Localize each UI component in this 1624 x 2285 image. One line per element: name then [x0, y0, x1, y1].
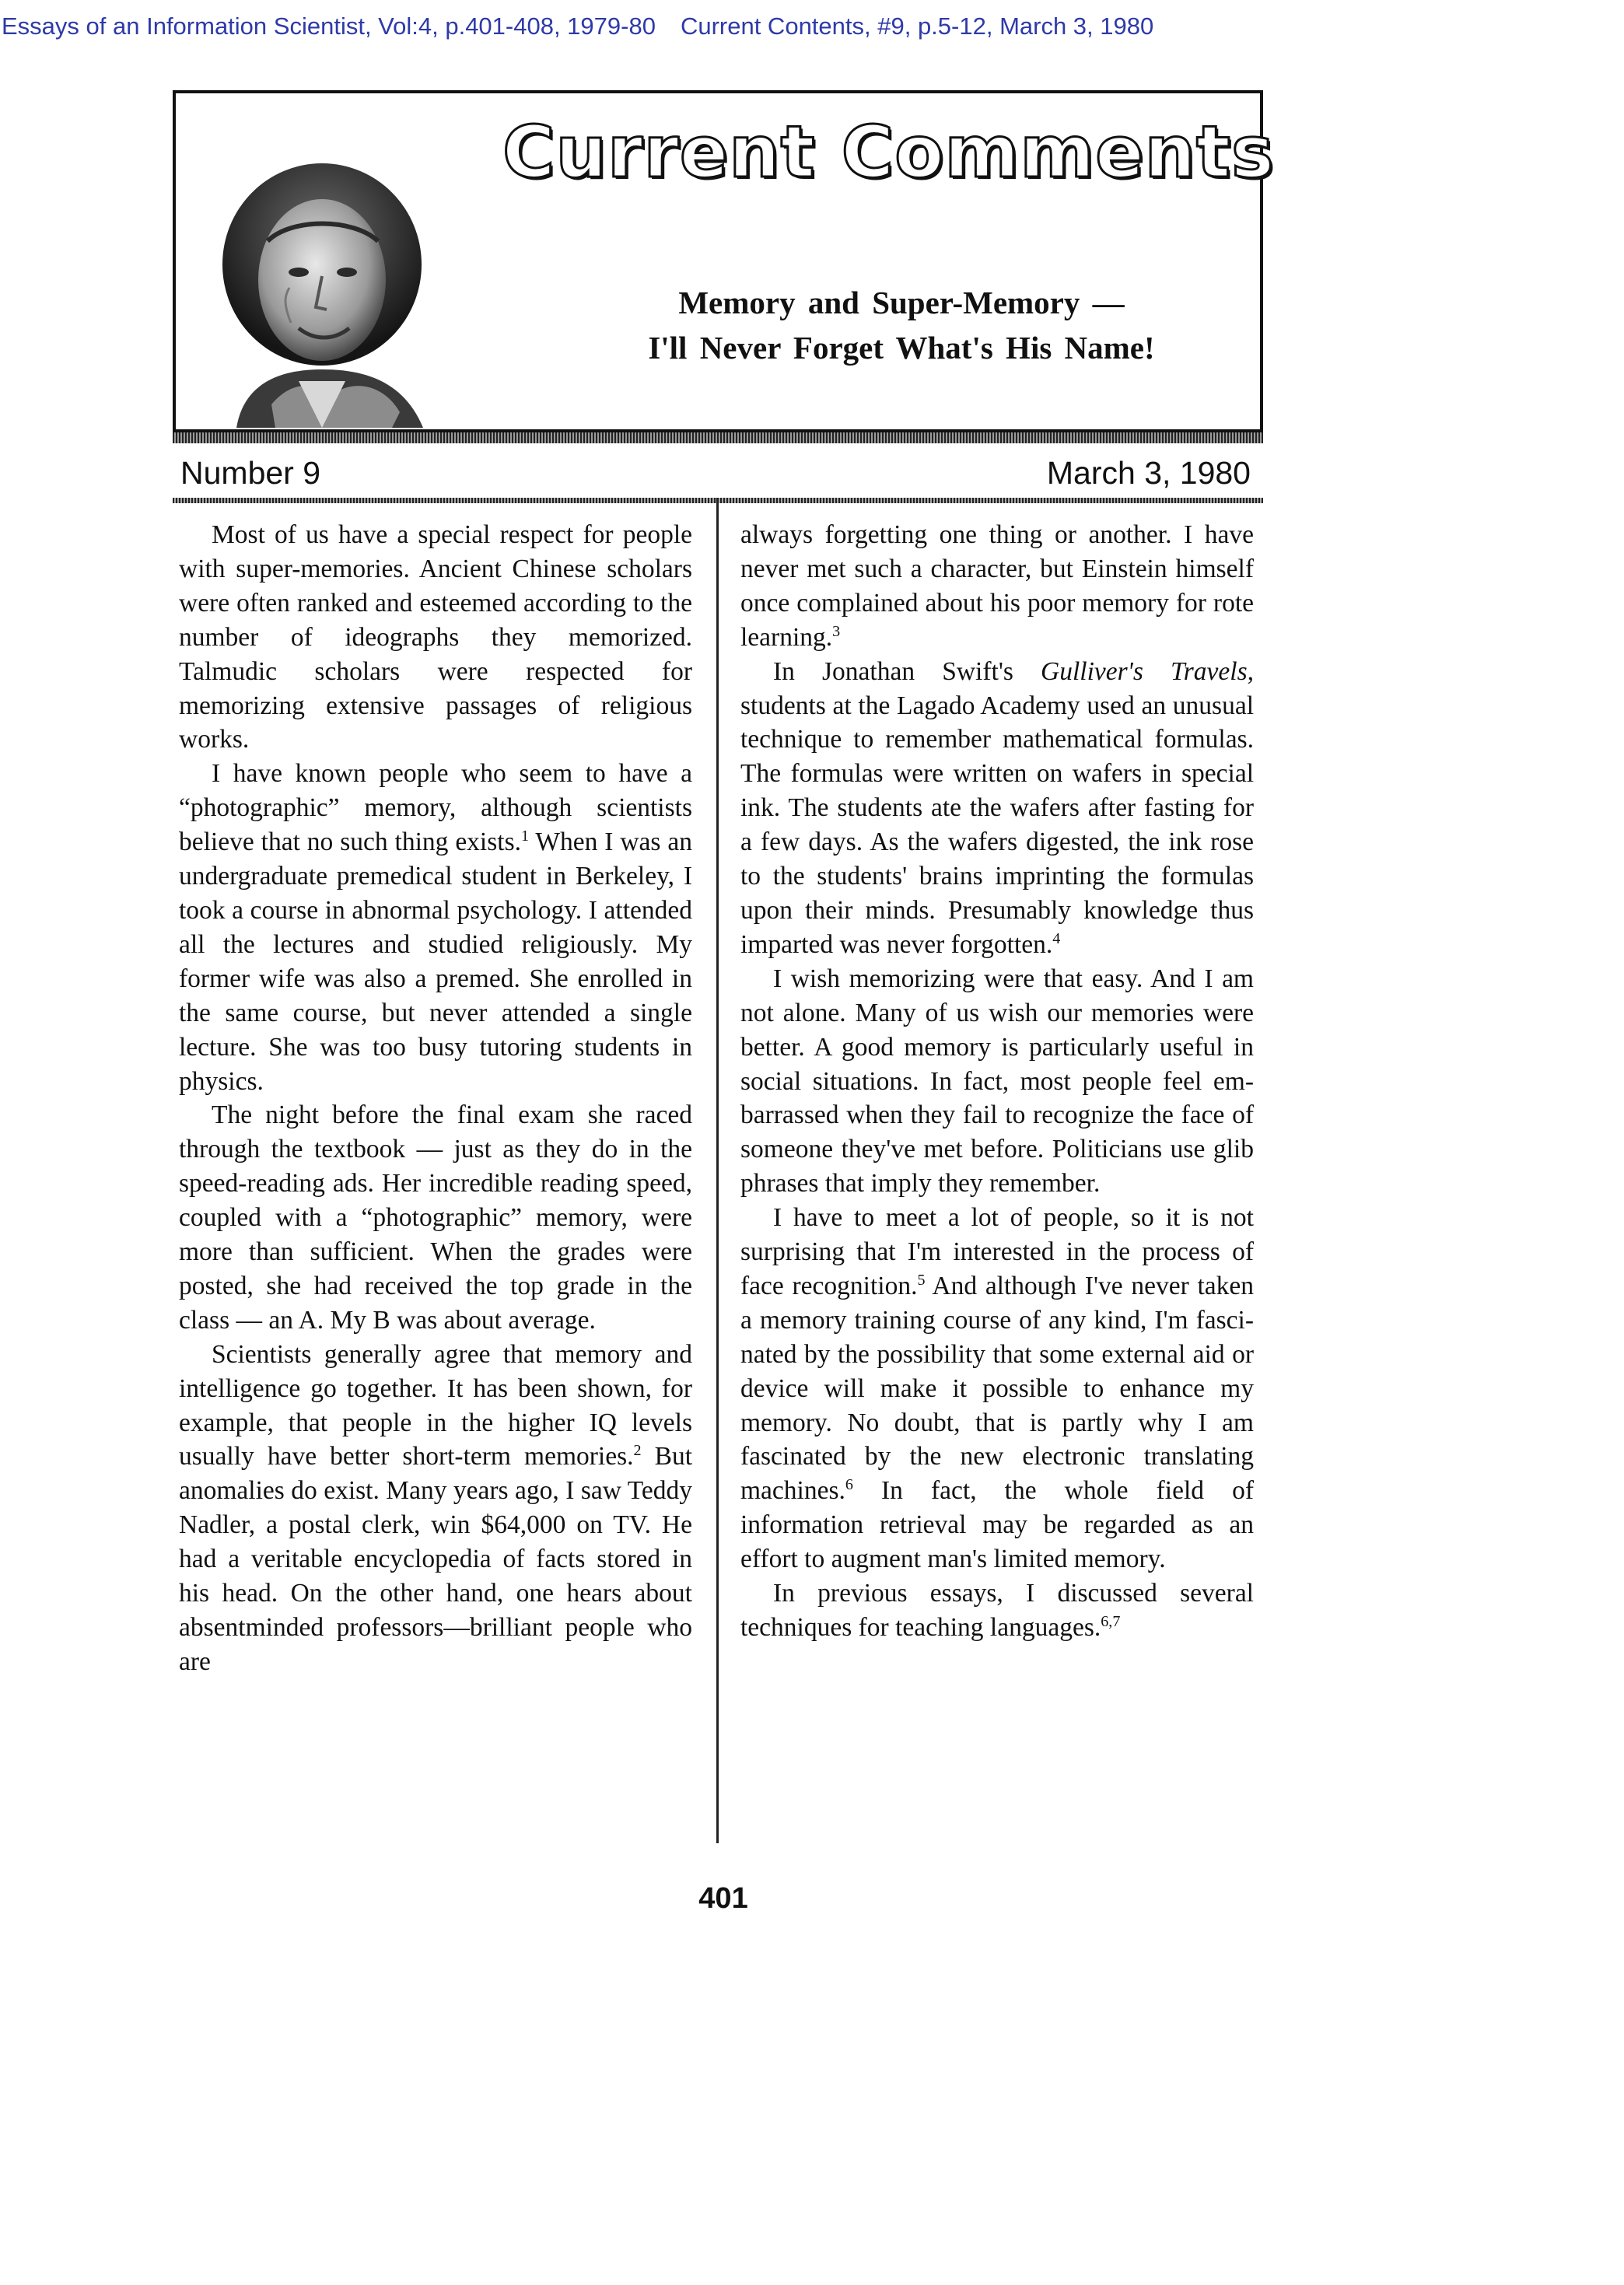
- footnote-ref: 2: [633, 1442, 642, 1460]
- paragraph: I have known people who seem to have a “photographic” memory, although scientists believe that no such thing exists.$^1$ When I was an undergraduate premedical student in Berkeley, I took a course in abnormal psychology. I attended all the lectures and studied religiously. My former wife was also a premed. She enrolled in the same course, but never attended a single lecture. She was too busy tutoring students in physics.: [179, 759, 692, 1096]
- footnote-ref: 5: [917, 1271, 926, 1289]
- paragraph: The night before the final exam she raced through the textbook — just as they do in the speed-reading ads. Her incredible reading speed, coupled with a “photographic” memory, were more than sufficient. When the grades were posted, she had received the top grade in the class — an A. My B was about average.: [179, 1101, 692, 1335]
- essay-title-line1: Memory and Super-Memory —: [678, 285, 1125, 320]
- masthead-title: Current Comments: [502, 110, 1275, 194]
- header-band: [173, 432, 1263, 443]
- column-header-box: [173, 90, 1275, 432]
- essay-title: [579, 280, 1224, 370]
- paragraph: Scientists generally agree that memory and intelligence go together. It has been shown, for example, that people in the higher IQ levels usually have better short-term memories.$^2$ But anomalies do exist. Many years ago, I saw Teddy Nadler, a postal clerk, win $64,000 on TV. He had a veritable encyclopedia of facts stored in his head. On the other hand, one hears about absentminded professors—brilliant people who are: [179, 1339, 692, 1676]
- running-header-left: Essays of an Information Scientist, Vol:4, p.401-408, 1979-80: [2, 12, 656, 40]
- footnote-ref: 3: [832, 622, 841, 640]
- paragraph: Most of us have a special respect for people with super-memories. Ancient Chinese scholars were often ranked and esteemed according to the number of ideographs they memorized. Talmudic scholars were respected for memorizing extensive passages of religious works.: [179, 520, 692, 754]
- right-column: [740, 518, 1254, 1645]
- paragraph: In previous essays, I discussed several techniques for teaching languages.$^{6,7}$: [740, 1579, 1254, 1642]
- paragraph-continuation: always forgetting one thing or another. I have never met such a character, but Einstein himself once complained about his poor memory for rote learning.$^3$: [740, 520, 1254, 652]
- column-divider: [716, 498, 719, 1843]
- footnote-ref: 1: [521, 828, 530, 845]
- running-header: [2, 12, 1448, 40]
- footnote-ref: 6,7: [1101, 1612, 1121, 1630]
- issue-number: Number 9: [180, 455, 321, 491]
- author-portrait: [198, 148, 446, 428]
- running-header-right: Current Contents, #9, p.5-12, March 3, 1980: [680, 12, 1154, 40]
- issue-date: March 3, 1980: [1046, 455, 1251, 491]
- footnote-ref: 4: [1052, 929, 1061, 947]
- page-number: 401: [698, 1882, 748, 1915]
- footnote-ref: 6: [845, 1476, 853, 1494]
- paragraph: I wish memorizing were that easy. And I am not alone. Many of us wish our memories were better. A good memory is particularly useful in social situations. In fact, most people feel embarrassed when they fail to recognize the face of someone they've met before. Politicians use glib phrases that imply they remember.: [740, 964, 1254, 1198]
- essay-title-line2: I'll Never Forget What's His Name!: [648, 330, 1155, 366]
- paragraph: In Jonathan Swift's Gulliver's Travels, students at the Lagado Academy used an unusual technique to remember mathematical formulas. The formulas were written on wafers in special ink. The students ate the wafers after fasting for a few days. As the wafers digested, the ink rose to the students' brains imprinting the formulas upon their minds. Presumably knowledge thus imparted was never forgotten.$^4$: [740, 656, 1255, 959]
- paragraph: I have to meet a lot of people, so it is not surprising that I'm interested in the process of face recognition.$^5$ And although I've never taken a memory training course of any kind, I'm fascinated by the possibility that some external aid or device will make it possible to enhance my memory. No doubt, that is partly why I am fascinated by the new electronic translating machines.$^6$ In fact, the whole field of information retrieval may be regarded as an effort to augment man's limited memory.: [740, 1203, 1255, 1574]
- book-title: Gulliver's Travels,: [1041, 656, 1255, 686]
- left-column: [179, 518, 692, 1679]
